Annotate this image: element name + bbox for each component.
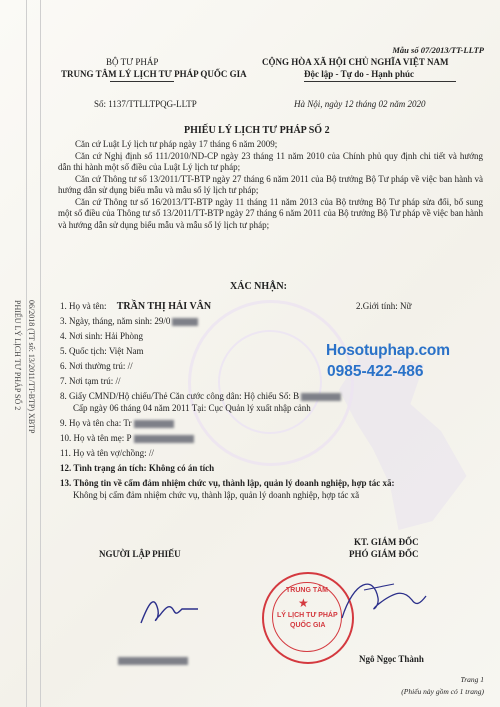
field-criminal-record: 12. Tình trạng án tích: Không có án tích	[60, 463, 215, 473]
margin-line	[40, 0, 41, 707]
document-number: Số: 1137/TTLLTPQG-LLTP	[94, 99, 197, 109]
side-text-2: 06/2018 (TT số: 13/2011/TT-BTP) XBTP	[27, 300, 36, 434]
seal-text: QUỐC GIA	[290, 622, 326, 629]
field-value: TRẦN THỊ HẢI VÂN	[116, 301, 212, 312]
redacted-block	[172, 318, 198, 326]
field-full-name	[60, 301, 211, 312]
field-spouse-name: 11. Họ và tên vợ/chồng: //	[60, 448, 154, 458]
redacted-block	[134, 420, 174, 428]
national-motto: Độc lập - Tự do - Hạnh phúc	[304, 69, 415, 79]
country-name: CỘNG HÒA XÃ HỘI CHỦ NGHĨA VIỆT NAM	[262, 57, 449, 67]
place-date: Hà Nội, ngày 12 tháng 02 năm 2020	[294, 99, 426, 109]
page-count-note: (Phiếu này gồm có 1 trang)	[401, 687, 484, 696]
org-underline	[110, 81, 174, 82]
legal-basis: Căn cứ Thông tư số 13/2011/TT-BTP ngày 27 tháng 6 năm 2011 của Bộ trưởng Bộ Tư pháp về việc ban hành và hướng dẫn sử dụng biểu mẫu và mẫu sổ lý lịch tư pháp;	[58, 174, 483, 196]
signer-right-title-1: KT. GIÁM ĐỐC	[354, 537, 419, 547]
signer-left-name-redacted	[116, 652, 188, 670]
signer-right-name: Ngô Ngọc Thành	[359, 654, 424, 664]
field-temporary-address: 7. Nơi tạm trú: //	[60, 376, 121, 386]
field-prohibition: 13. Thông tin về cấm đảm nhiệm chức vụ, thành lập, quản lý doanh nghiệp, hợp tác xã:	[60, 478, 395, 488]
field-birth-date: 3. Ngày, tháng, năm sinh: 29/0	[60, 316, 198, 327]
signature-right	[334, 570, 434, 630]
page-number: Trang 1	[460, 675, 484, 684]
field-father-name: 9. Họ và tên cha: Tr	[60, 418, 174, 429]
seal-text: LÝ LỊCH TƯ PHÁP	[277, 612, 338, 619]
field-permanent-address: 6. Nơi thường trú: //	[60, 361, 133, 371]
redacted-block	[301, 393, 341, 401]
side-text: PHIẾU LÝ LỊCH TƯ PHÁP SỐ 2	[13, 300, 22, 411]
signer-left-title: NGƯỜI LẬP PHIẾU	[99, 549, 181, 559]
legal-basis: Căn cứ Luật Lý lịch tư pháp ngày 17 tháng 6 năm 2009;	[75, 139, 278, 149]
legal-basis: Căn cứ Nghị định số 111/2010/ND-CP ngày 23 tháng 11 năm 2010 của Chính phủ quy định chi tiết và hướng dẫn thi hành một số điều của Luật Lý lịch tư pháp;	[58, 151, 483, 173]
org-line-2: TRUNG TÂM LÝ LỊCH TƯ PHÁP QUỐC GIA	[61, 69, 247, 79]
seal-star-icon: ★	[298, 596, 309, 610]
field-label: 1. Họ và tên:	[60, 301, 107, 311]
confirm-heading: XÁC NHẬN:	[230, 281, 287, 292]
field-mother-name: 10. Họ và tên mẹ: P	[60, 433, 194, 444]
watermark-phone: 0985-422-486	[327, 363, 424, 380]
redacted-block	[134, 435, 194, 443]
legal-basis: Căn cứ Thông tư số 16/2013/TT-BTP ngày 11 tháng 11 năm 2013 của Bộ trưởng Bộ Tư pháp sửa đổi, bổ sung một số điều của Thông tư số 13/2011/TT-BTP ngày 27 tháng 6 năm 2011 của Bộ trưởng Bộ Tư pháp về việc ban hành và hướng dẫn sử dụng biểu mẫu và mẫu sổ lý lịch tư pháp;	[58, 197, 483, 230]
field-gender: 2.Giới tính: Nữ	[356, 301, 412, 311]
watermark-site: Hosotuphap.com	[326, 342, 450, 359]
motto-underline	[304, 81, 456, 82]
signer-right-title-2: PHÓ GIÁM ĐỐC	[349, 549, 419, 559]
field-birthplace: 4. Nơi sinh: Hải Phòng	[60, 331, 144, 341]
seal-text: TRUNG TÂM	[286, 587, 328, 594]
field-nationality: 5. Quốc tịch: Việt Nam	[60, 346, 144, 356]
document-title: PHIẾU LÝ LỊCH TƯ PHÁP SỐ 2	[184, 125, 330, 136]
field-id-document: 8. Giấy CMND/Hộ chiếu/Thẻ Căn cước công dân: Hộ chiếu Số: B	[60, 391, 341, 402]
field-prohibition-value: Không bị cấm đảm nhiệm chức vụ, thành lập, quản lý doanh nghiệp, hợp tác xã	[73, 490, 360, 500]
org-line-1: BỘ TƯ PHÁP	[106, 57, 159, 67]
field-id-issued: Cấp ngày 06 tháng 04 năm 2011 Tại: Cục Quản lý xuất nhập cảnh	[73, 403, 311, 413]
emblem-watermark-inner	[218, 330, 322, 434]
signature-left	[136, 585, 206, 630]
form-number: Mẫu số 07/2013/TT-LLTP	[392, 45, 484, 55]
